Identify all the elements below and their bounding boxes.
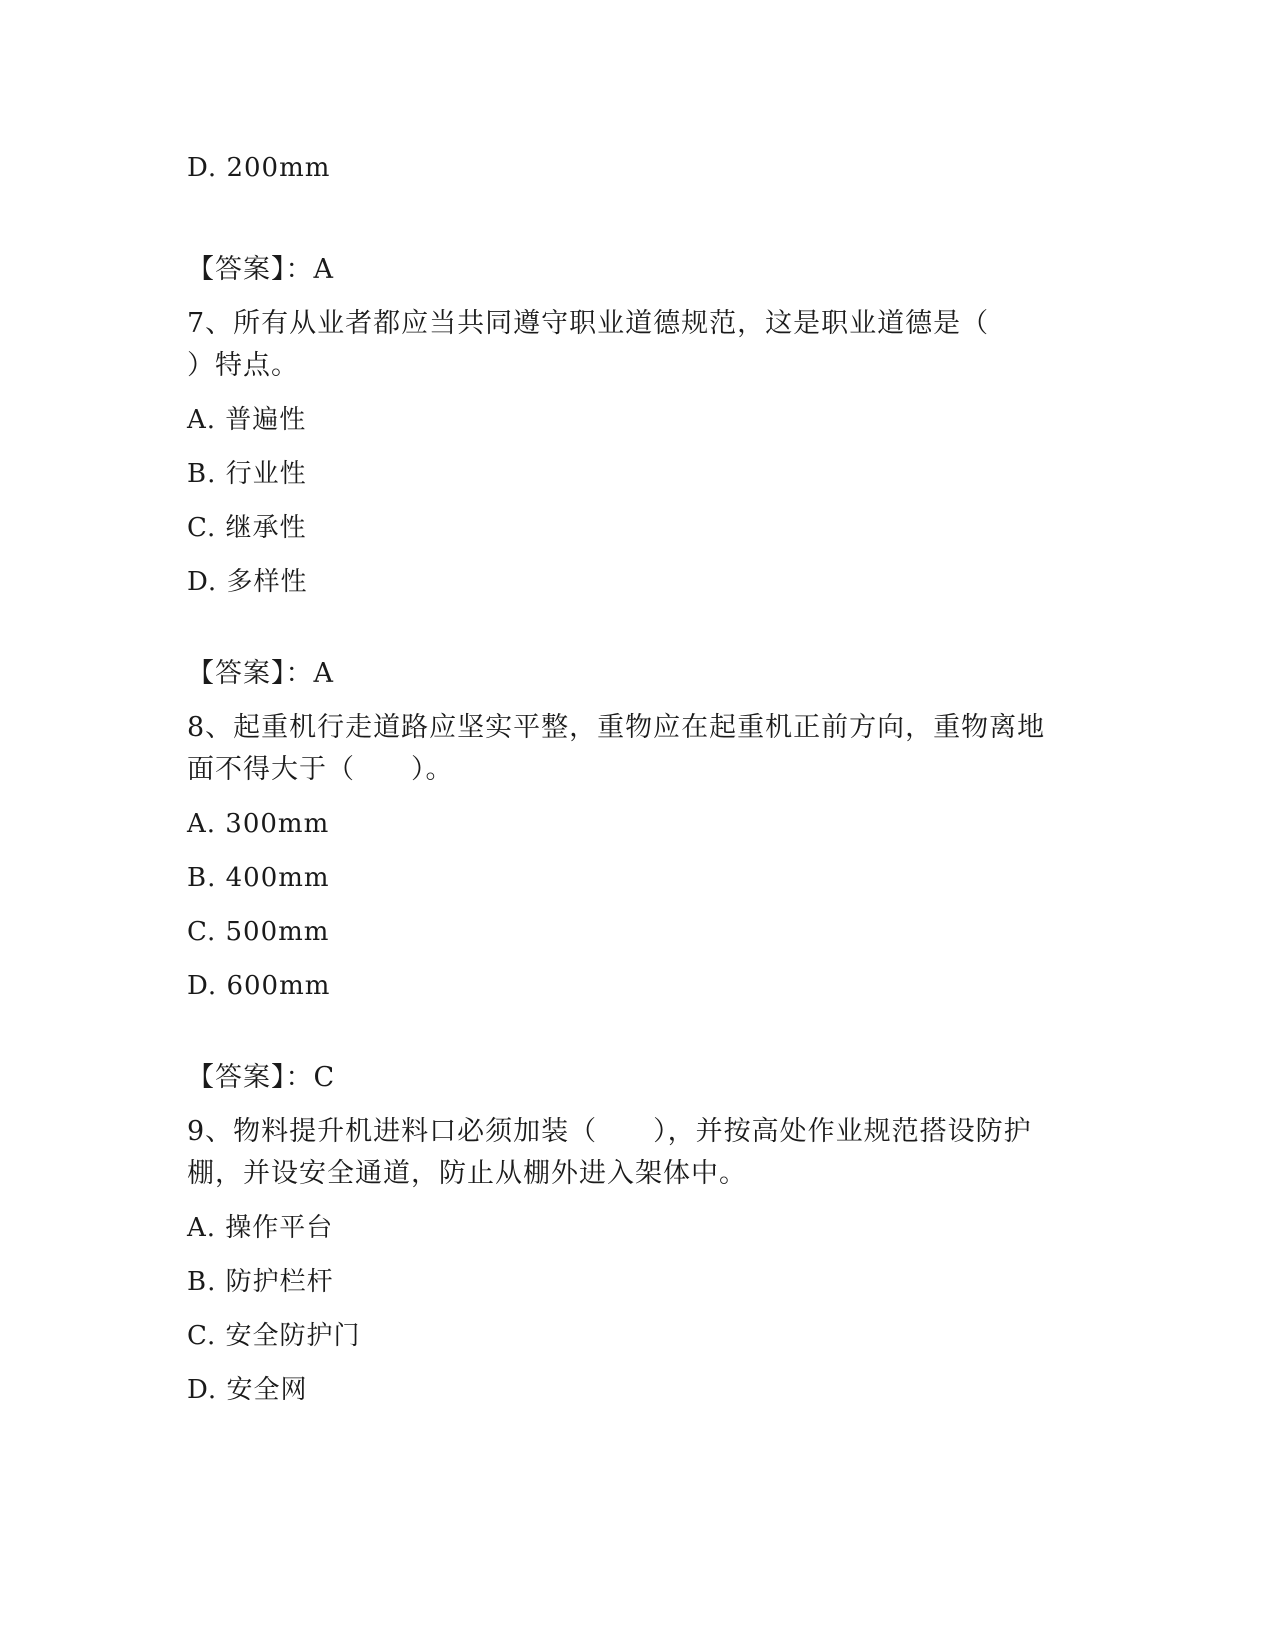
q8-stem-line-1: 8、起重机行走道路应坚实平整，重物应在起重机正前方向，重物离地 [187,712,1046,743]
q9-option-a: A. 操作平台 [187,1213,334,1243]
q8-option-c: C. 500mm [187,917,330,947]
q7-option-d: D. 多样性 [187,567,308,597]
prev-option-d: D. 200mm [187,153,331,183]
q7-stem-line-1: 7、所有从业者都应当共同遵守职业道德规范，这是职业道德是（ [187,308,990,339]
q8-option-d: D. 600mm [187,971,331,1001]
q7-answer: 【答案】：A [187,658,334,689]
q8-option-b: B. 400mm [187,863,330,893]
q8-stem-line-2: 面不得大于（ ）。 [187,754,454,785]
prev-answer: 【答案】：A [187,254,334,285]
q8-option-a: A. 300mm [187,809,330,839]
q9-option-d: D. 安全网 [187,1375,308,1405]
q7-option-c: C. 继承性 [187,513,307,543]
q8-answer: 【答案】：C [187,1062,336,1093]
q9-stem-line-2: 棚，并设安全通道，防止从棚外进入架体中。 [187,1158,747,1189]
q9-option-b: B. 防护栏杆 [187,1267,334,1297]
q7-stem-line-2: ）特点。 [187,350,299,381]
q9-option-c: C. 安全防护门 [187,1321,361,1351]
q7-option-b: B. 行业性 [187,459,307,489]
q7-option-a: A. 普遍性 [187,405,307,435]
q9-stem-line-1: 9、物料提升机进料口必须加装（ ），并按高处作业规范搭设防护 [187,1116,1032,1147]
